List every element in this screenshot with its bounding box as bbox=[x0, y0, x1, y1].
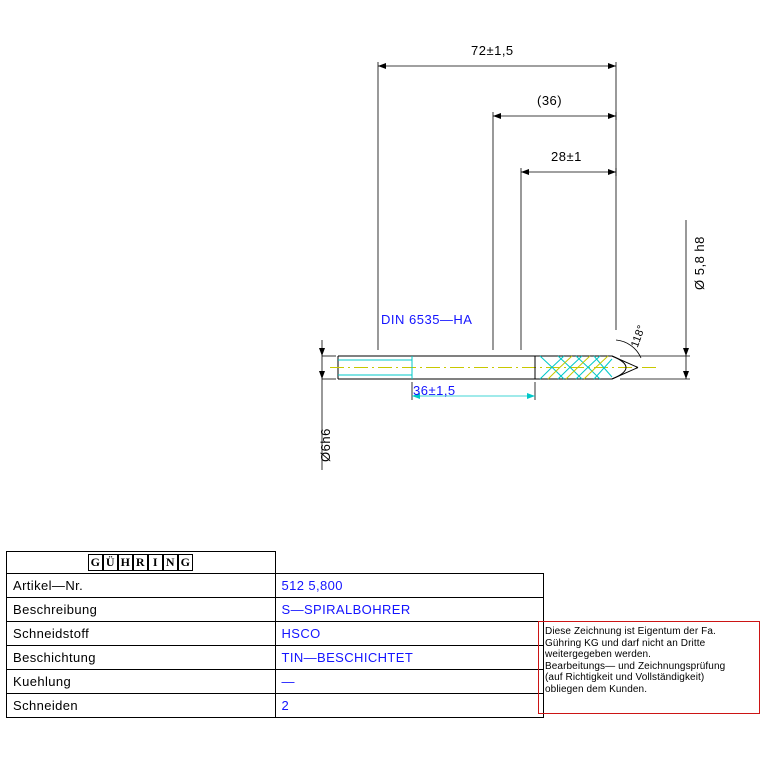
table-row bbox=[7, 646, 544, 670]
row-value-cutting-material: HSCO bbox=[275, 622, 544, 646]
arrow-36ref-left bbox=[493, 113, 501, 119]
note-line: Diese Zeichnung ist Eigentum der Fa. bbox=[545, 626, 716, 637]
table-row bbox=[7, 574, 544, 598]
note-line: (auf Richtigkeit und Vollständigkeit) bbox=[545, 672, 705, 683]
row-label-cutting-material: Schneidstoff bbox=[7, 622, 276, 646]
row-value-cutting-edges: 2 bbox=[275, 694, 544, 718]
note-line: Bearbeitungs— und Zeichnungsprüfung bbox=[545, 660, 726, 672]
dimension-label-diameter-body: Ø 5,8 h8 bbox=[692, 236, 707, 290]
logo-letter: Ü bbox=[103, 554, 118, 571]
arrow-36-right bbox=[527, 393, 535, 399]
table-row bbox=[7, 598, 544, 622]
brand-logo-cell bbox=[7, 552, 276, 574]
arrow-36ref-right bbox=[608, 113, 616, 119]
title-block bbox=[6, 551, 544, 718]
arrow-d58-top bbox=[683, 348, 689, 356]
row-label-cooling: Kuehlung bbox=[7, 670, 276, 694]
arrow-28-right bbox=[608, 169, 616, 175]
dimension-label-shank-detail: 28±1 bbox=[551, 149, 582, 164]
logo-letter: H bbox=[118, 554, 133, 571]
dimension-label-point-angle: 118° bbox=[629, 323, 649, 350]
note-line: weitergegeben werden. bbox=[545, 649, 652, 660]
dimension-label-overall-length: 72±1,5 bbox=[471, 43, 514, 58]
dimension-label-flute-reference: (36) bbox=[537, 93, 563, 108]
drill-point-edge-bottom bbox=[612, 368, 638, 380]
row-value-coating: TIN—BESCHICHTET bbox=[275, 646, 544, 670]
logo-letter: R bbox=[133, 554, 148, 571]
row-value-article-number: 512 5,800 bbox=[275, 574, 544, 598]
arrow-28-left bbox=[521, 169, 529, 175]
title-block-logo-row bbox=[7, 552, 544, 574]
table-row bbox=[7, 670, 544, 694]
row-label-coating: Beschichtung bbox=[7, 646, 276, 670]
arrow-d6-top bbox=[319, 348, 325, 356]
table-row bbox=[7, 622, 544, 646]
logo-letter: G bbox=[88, 554, 103, 571]
row-label-article-number: Artikel—Nr. bbox=[7, 574, 276, 598]
arrow-72-left bbox=[378, 63, 386, 69]
row-value-cooling: — bbox=[275, 670, 544, 694]
standard-label-din6535ha: DIN 6535—HA bbox=[381, 312, 473, 327]
logo-letter: G bbox=[178, 554, 193, 571]
logo-letter: I bbox=[148, 554, 163, 571]
row-value-description: S—SPIRALBOHRER bbox=[275, 598, 544, 622]
arrow-d58-bottom bbox=[683, 371, 689, 379]
guehring-logo bbox=[7, 553, 275, 573]
table-row bbox=[7, 694, 544, 718]
row-label-cutting-edges: Schneiden bbox=[7, 694, 276, 718]
row-label-description: Beschreibung bbox=[7, 598, 276, 622]
drill-point-edge-top bbox=[612, 356, 638, 368]
dimension-label-diameter-shank: Ø6h6 bbox=[318, 428, 333, 462]
logo-letter: N bbox=[163, 554, 178, 571]
dimension-label-flute-length: 36±1,5 bbox=[413, 383, 456, 398]
arrow-72-right bbox=[608, 63, 616, 69]
copyright-note-box bbox=[538, 621, 760, 714]
logo-row-blank bbox=[275, 552, 544, 574]
note-line: Gühring KG und darf nicht an Dritte bbox=[545, 637, 706, 649]
arrow-d6-bottom bbox=[319, 371, 325, 379]
note-line: obliegen dem Kunden. bbox=[545, 683, 648, 695]
